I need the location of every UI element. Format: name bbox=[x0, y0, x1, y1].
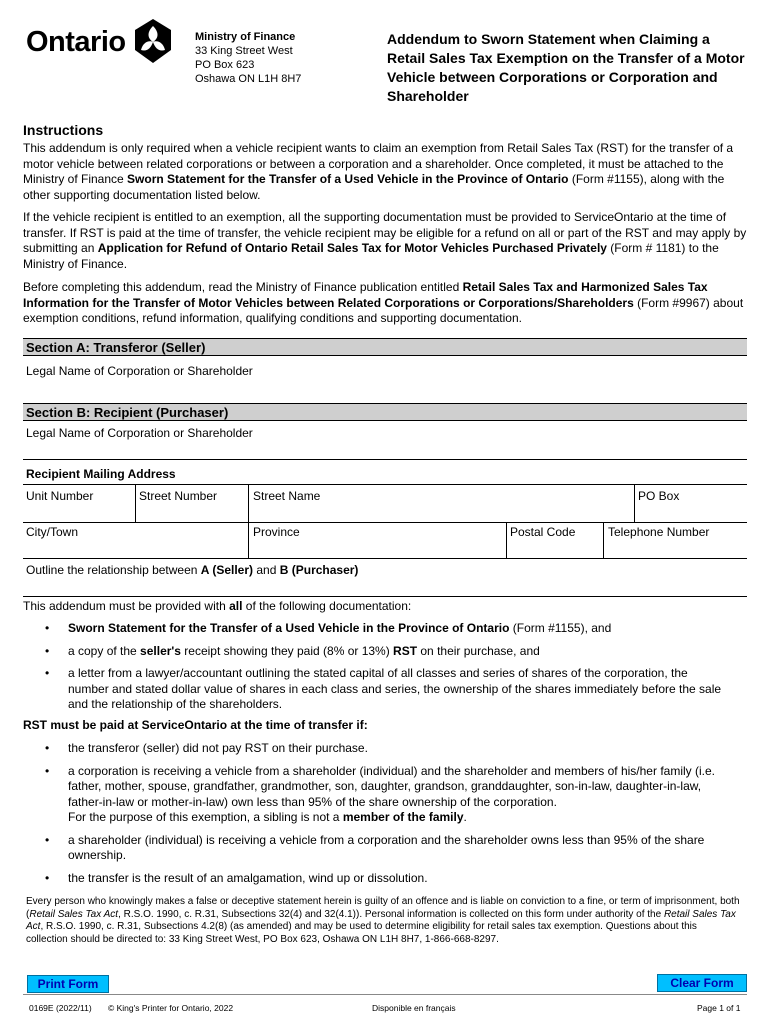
city-input[interactable] bbox=[26, 540, 244, 556]
street-number-input[interactable] bbox=[139, 504, 244, 520]
section-b-header: Section B: Recipient (Purchaser) bbox=[23, 403, 747, 421]
rst-list bbox=[23, 741, 728, 893]
relationship-input[interactable] bbox=[23, 578, 747, 595]
instructions-paragraph-3: Before completing this addendum, read the Ministry of Finance publication entitled Retail Sales Tax and Harmonized Sales Tax Information for the Transfer of Motor Vehicles between Related Corporations or Corporations/Shareholders (Form #9967) about exemption conditions, refund information, qualifying conditions and supporting documentation. bbox=[23, 280, 744, 325]
section-a-legal-name-label: Legal Name of Corporation or Shareholder bbox=[26, 364, 253, 378]
street-name-label: Street Name bbox=[253, 489, 321, 503]
list-item: • a corporation is receiving a vehicle from a shareholder (individual) and the shareholder and members of his/her family (i.e. father, mother, spouse, grandfather, grandmother, son, daughter, grandson, granddaughter, son-in-law, daughter-in-law, father-in-law or mother-in-law) own less than 95% of the share ownership of the corporation. For the purpose of this exemption, a sibling is not a member of the family. bbox=[23, 764, 728, 826]
divider bbox=[506, 522, 507, 558]
divider bbox=[23, 596, 747, 597]
city-label: City/Town bbox=[26, 525, 79, 539]
mailing-address-heading: Recipient Mailing Address bbox=[26, 467, 176, 481]
form-code: 0169E (2022/11) bbox=[29, 1003, 92, 1013]
page-number: Page 1 of 1 bbox=[697, 1003, 741, 1013]
postal-code-input[interactable] bbox=[510, 540, 599, 556]
telephone-label: Telephone Number bbox=[608, 525, 710, 539]
address-line: PO Box 623 bbox=[195, 59, 255, 71]
divider bbox=[23, 459, 747, 460]
list-item: • the transfer is the result of an amalgamation, wind up or dissolution. bbox=[23, 871, 728, 887]
legal-notice: Every person who knowingly makes a false or deceptive statement herein is guilty of an offence and is liable on conviction to a fine, or term of imprisonment, both (Retail Sales Tax Act, R.S.O. 1990, c. R.31, Subsections 32(4) and 32(4.1)). Personal information is collected on this form under authority of the Retail Sales Tax Act, R.S.O. 1990, c. R.31, Subsections 4.2(8) (as amended) and may be used to determine eligibility for retail sales tax exemption. Questions about this collection should be directed to: 33 King Street West, PO Box 623, Oshawa ON L1H 8H7, 1-866-668-8297. bbox=[26, 896, 740, 945]
divider bbox=[23, 522, 747, 523]
ontario-logo: Ontario bbox=[26, 26, 126, 58]
section-a-header: Section A: Transferor (Seller) bbox=[23, 338, 747, 356]
list-item: • Sworn Statement for the Transfer of a Used Vehicle in the Province of Ontario (Form #1155), and bbox=[23, 621, 728, 637]
divider bbox=[603, 522, 604, 558]
print-form-button[interactable]: Print Form bbox=[27, 975, 109, 993]
documentation-list bbox=[23, 621, 728, 720]
rst-heading: RST must be paid at ServiceOntario at the time of transfer if: bbox=[23, 718, 368, 732]
postal-code-label: Postal Code bbox=[510, 525, 576, 539]
list-item: • a letter from a lawyer/accountant outlining the stated capital of all classes and series of shares of the corporation, the number and stated dollar value of shares in each class and series, the ownership of the shares immediately before the sale and the relationship of the shareholders. bbox=[23, 666, 728, 713]
ministry-name: Ministry of Finance bbox=[195, 31, 296, 43]
divider bbox=[23, 994, 747, 995]
ministry-address bbox=[195, 30, 301, 86]
telephone-input[interactable] bbox=[608, 540, 743, 556]
list-item: • a copy of the seller's receipt showing they paid (8% or 13%) RST on their purchase, and bbox=[23, 644, 728, 660]
document-title: Addendum to Sworn Statement when Claiming a Retail Sales Tax Exemption on the Transfer of a Motor Vehicle between Corporations or Corporation and Shareholder bbox=[387, 31, 745, 104]
po-box-input[interactable] bbox=[638, 504, 743, 520]
province-label: Province bbox=[253, 525, 300, 539]
instructions-paragraph-1: This addendum is only required when a vehicle recipient wants to claim an exemption from Retail Sales Tax (RST) for the transfer of a motor vehicle between related corporations or between a corporation and a shareholder. Once completed, it must be attached to the Ministry of Finance Sworn Statement for the Transfer of a Used Vehicle in the Province of Ontario (Form #1155), along with the other supporting documentation listed below. bbox=[23, 141, 734, 202]
street-number-label: Street Number bbox=[139, 489, 218, 503]
divider bbox=[634, 484, 635, 522]
clear-form-button[interactable]: Clear Form bbox=[657, 974, 747, 992]
instructions-heading: Instructions bbox=[23, 122, 104, 138]
trillium-icon bbox=[133, 18, 173, 64]
po-box-label: PO Box bbox=[638, 489, 680, 503]
unit-number-label: Unit Number bbox=[26, 489, 94, 503]
french-availability: Disponible en français bbox=[372, 1003, 456, 1013]
list-item: • the transferor (seller) did not pay RST on their purchase. bbox=[23, 741, 728, 757]
province-input[interactable] bbox=[253, 540, 502, 556]
address-line: Oshawa ON L1H 8H7 bbox=[195, 73, 302, 85]
section-b-legal-name-input[interactable] bbox=[23, 440, 747, 458]
unit-number-input[interactable] bbox=[26, 504, 131, 520]
address-line: 33 King Street West bbox=[195, 45, 293, 57]
divider bbox=[23, 484, 747, 485]
relationship-label: Outline the relationship between A (Seller) and B (Purchaser) bbox=[26, 563, 359, 577]
divider bbox=[248, 484, 249, 522]
street-name-input[interactable] bbox=[253, 504, 630, 520]
list-item: • a shareholder (individual) is receiving a vehicle from a corporation and the shareholder owns less than 95% of the share ownership. bbox=[23, 833, 728, 864]
section-a-legal-name-input[interactable] bbox=[23, 380, 747, 402]
divider bbox=[23, 558, 747, 559]
section-b-legal-name-label: Legal Name of Corporation or Shareholder bbox=[26, 426, 253, 440]
divider bbox=[135, 484, 136, 522]
divider bbox=[248, 522, 249, 558]
instructions-paragraph-2: If the vehicle recipient is entitled to an exemption, all the supporting documentation must be provided to ServiceOntario at the time of transfer. If RST is paid at the time of transfer, the vehicle recipient may be eligible for a refund on all or part of the RST and may apply by submitting an Application for Refund of Ontario Retail Sales Tax for Motor Vehicles Purchased Privately (Form # 1181) to the Ministry of Finance. bbox=[23, 210, 747, 271]
documentation-intro: This addendum must be provided with all of the following documentation: bbox=[23, 599, 412, 613]
copyright: © King's Printer for Ontario, 2022 bbox=[108, 1003, 234, 1013]
